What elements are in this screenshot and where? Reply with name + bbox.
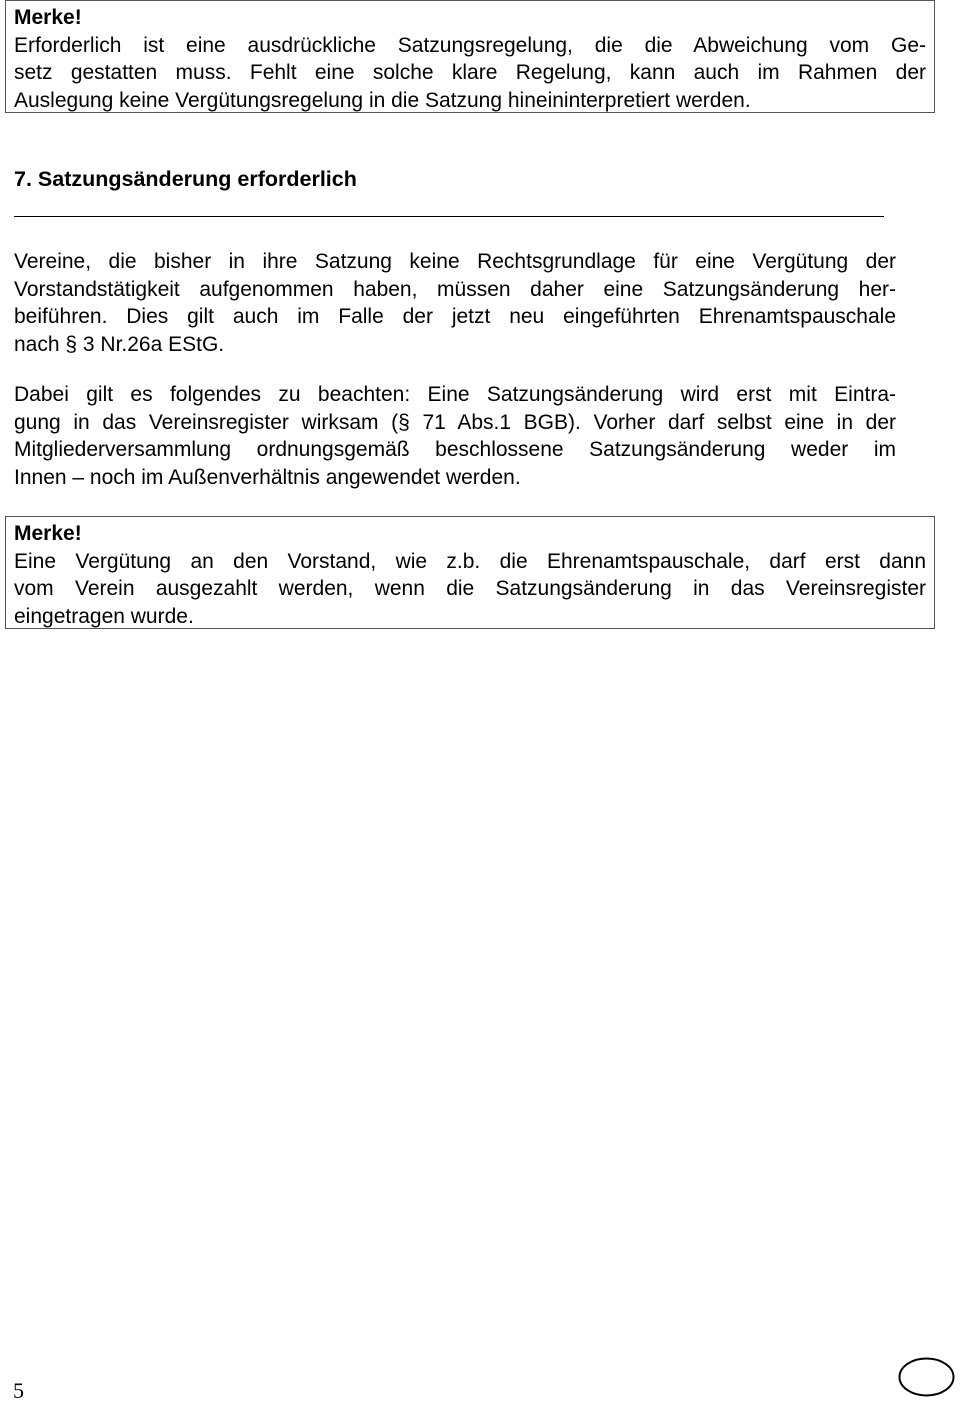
heading-underline [14, 216, 884, 217]
paragraph-line: nach § 3 Nr.26a EStG. [14, 332, 225, 356]
paragraph-line: Mitgliederversammlung ordnungsgemäß beschlossene Satzungsänderung weder im [14, 438, 896, 461]
note-line: Eine Vergütung an den Vorstand, wie z.b. die Ehrenamtspauschale, darf erst dann [14, 549, 926, 573]
paragraph-line: Vereine, die bisher in ihre Satzung keine Rechtsgrundlage für eine Vergütung der [14, 250, 896, 273]
note-line: setz gestatten muss. Fehlt eine solche klare Regelung, kann auch im Rahmen der [14, 61, 926, 84]
note-line: Erforderlich ist eine ausdrückliche Satzungsregelung, die die Abweichung vom Ge- [14, 33, 926, 57]
paragraph-line: Dabei gilt es folgendes zu beachten: Eine Satzungsänderung wird erst mit Eintra- [14, 383, 896, 406]
paragraph-line: Vorstandstätigkeit aufgenommen haben, müssen daher eine Satzungsänderung her- [14, 277, 896, 301]
paragraph-line: beiführen. Dies gilt auch im Falle der jetzt neu eingeführten Ehrenamtspauschale [14, 305, 896, 328]
paragraph-2 [14, 381, 896, 491]
note-title: Merke! [14, 522, 82, 545]
note-box-bottom [5, 516, 935, 629]
note-line: eingetragen wurde. [14, 604, 194, 628]
note-line: vom Verein ausgezahlt werden, wenn die Satzungsänderung in das Vereinsregister [14, 577, 926, 600]
paragraph-1 [14, 248, 896, 358]
note-box-top [5, 0, 935, 113]
oval-shape [898, 1357, 955, 1397]
page-number: 5 [13, 1378, 24, 1403]
note-title: Merke! [14, 6, 82, 29]
note-line: Auslegung keine Vergütungsregelung in die Satzung hineininterpretiert werden. [14, 88, 751, 112]
section-heading: 7. Satzungsänderung erforderlich [14, 167, 357, 191]
paragraph-line: Innen – noch im Außenverhältnis angewendet werden. [14, 465, 521, 489]
paragraph-line: gung in das Vereinsregister wirksam (§ 71 Abs.1 BGB). Vorher darf selbst eine in der [14, 410, 896, 434]
